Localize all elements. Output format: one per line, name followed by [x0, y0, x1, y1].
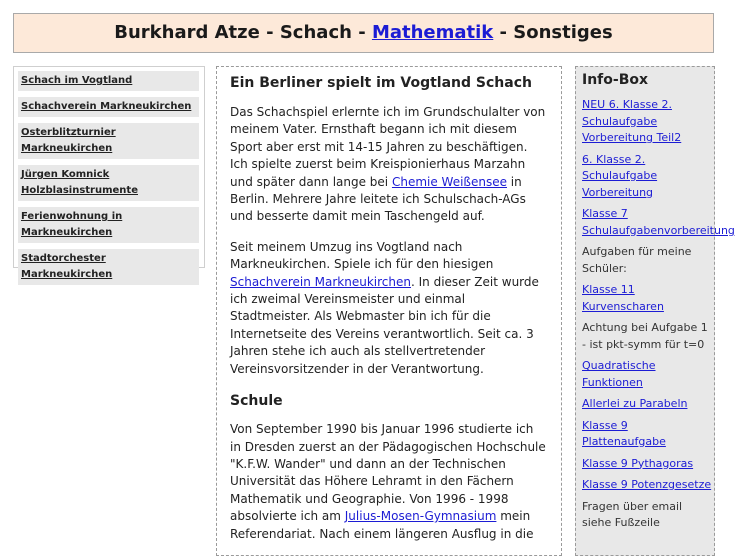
paragraph-text: Von September 1990 bis Januar 1996 studierte ich in Dresden zuerst an der Pädagogischen Hochschule "K.F.W. Wander" und dann an der Technischen Universität das Höhere Lehramt in den Fächern Mathematik und Geographie. Von 1996 - 1998 absolvierte ich am: [230, 422, 546, 524]
paragraph-text: . In dieser Zeit wurde ich zweimal Vereinsmeister und einmal Stadtmeister. Als Webmaster bin ich für die Internetseite des Vereins verantwortlich. Seit ca. 3 Jahren stehe ich auch als stellvertretender Vereinsvorsitzender in der Verantwortung.: [230, 274, 539, 376]
sidebar-item-komnick[interactable]: Jürgen Komnick Holzblasinstrumente: [18, 165, 199, 201]
info-item: [582, 206, 735, 239]
paragraph-schule: [230, 421, 548, 543]
info-box: [575, 66, 735, 556]
page-title: Ein Berliner spielt im Vogtland Schach: [230, 75, 532, 91]
header-link-mathematik[interactable]: Mathematik: [371, 22, 494, 43]
info-text-fragen: Fragen über email siehe Fußzeile: [582, 499, 683, 529]
sidebar-nav: [13, 66, 205, 280]
paragraph-text: Seit meinem Umzug ins Vogtland nach Markneukirchen. Spiele ich für den hiesigen: [230, 239, 494, 272]
header-title-part2: - Sonstiges: [493, 22, 613, 43]
paragraph-text: in Berlin. Mehrere Jahre leitete ich Schulschach-AGs und besserte damit mein Taschengeld auf.: [230, 174, 526, 224]
info-text-achtung: Achtung bei Aufgabe 1 - ist pkt-symm für t=0: [582, 321, 708, 351]
info-item: [582, 456, 714, 473]
info-item: [582, 418, 714, 451]
info-item: [582, 152, 714, 202]
site-header: [13, 13, 714, 53]
sidebar-item-ferienwohnung[interactable]: Ferienwohnung in Markneukirchen: [18, 207, 199, 243]
sidebar-item-osterblitzturnier[interactable]: Osterblitzturnier Markneukirchen: [18, 123, 199, 159]
info-link-6-klasse-teil2[interactable]: NEU 6. Klasse 2. Schulaufgabe Vorbereitung Teil2: [582, 98, 682, 144]
info-link-pythagoras[interactable]: Klasse 9 Pythagoras: [582, 456, 694, 470]
paragraph-text: mein Referendariat. Nach einem längeren Ausflug in die: [230, 509, 534, 541]
info-box-title: Info-Box: [582, 72, 649, 88]
info-text-aufgaben: Aufgaben für meine Schüler:: [582, 245, 692, 275]
info-link-6-klasse-vorbereitung[interactable]: 6. Klasse 2. Schulaufgabe Vorbereitung: [582, 152, 658, 199]
header-title-part1: Burkhard Atze - Schach -: [114, 22, 372, 43]
section-title-schule: Schule: [230, 393, 283, 410]
info-link-plattenaufgabe[interactable]: Klasse 9 Plattenaufgabe: [582, 418, 666, 448]
info-link-klasse-11[interactable]: Klasse 11 Kurvenscharen: [582, 283, 664, 313]
paragraph-verein: [230, 239, 548, 378]
main-content: [216, 66, 562, 556]
sidebar-item-schach-im-vogtland[interactable]: Schach im Vogtland: [18, 71, 199, 91]
link-chemie-weissensee[interactable]: Chemie Weißensee: [391, 174, 507, 189]
paragraph-text: Das Schachspiel erlernte ich im Grundschulalter von meinem Vater. Ernsthaft begann ich mit diesem Sport aber erst mit 14-15 Jahren zu beschäftigen. Ich spielte zuerst beim Kreispionierhaus Marzahn und später dann lange bei: [230, 105, 546, 189]
info-link-parabeln[interactable]: Allerlei zu Parabeln: [582, 397, 688, 410]
info-link-potenzgesetze[interactable]: Klasse 9 Potenzgesetze: [582, 478, 712, 491]
info-link-quadratische-funktionen[interactable]: Quadratische Funktionen: [582, 359, 656, 389]
link-schachverein-markneukirchen[interactable]: Schachverein Markneukirchen: [230, 274, 411, 289]
link-julius-mosen-gymnasium[interactable]: Julius-Mosen-Gymnasium: [344, 509, 497, 524]
info-item: [582, 97, 714, 147]
info-link-klasse-7[interactable]: Klasse 7 Schulaufgabenvorbereitung: [582, 207, 735, 237]
sidebar-item-stadtorchester[interactable]: Stadtorchester Markneukirchen: [18, 249, 199, 285]
info-item: [582, 282, 714, 315]
paragraph-intro: [230, 104, 548, 226]
info-item: [582, 477, 714, 494]
sidebar-item-schachverein[interactable]: Schachverein Markneukirchen: [18, 97, 199, 117]
info-item: [582, 358, 714, 391]
info-item: [582, 396, 714, 413]
